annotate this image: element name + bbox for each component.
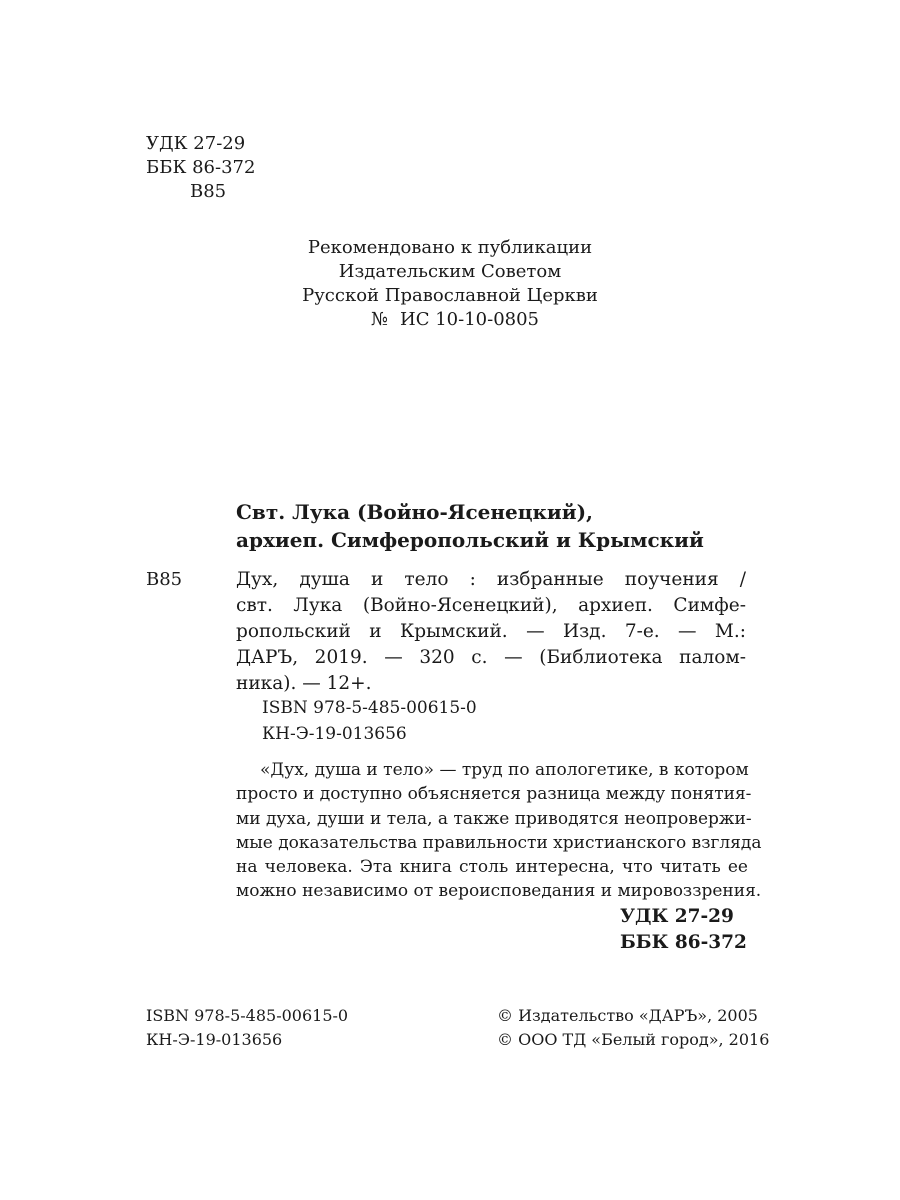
biblio-line: ропольский и Крымский. — Изд. 7-е. — М.:: [236, 621, 746, 642]
catalog-isbn: ISBN 978-5-485-00615-0: [262, 698, 477, 718]
biblio-line: ника). — 12+.: [236, 673, 372, 694]
author-heading: [236, 498, 704, 554]
annotation-line: на человека. Эта книга столь интересна, что читать ее: [236, 857, 748, 878]
bibliographic-description: [236, 567, 746, 697]
annotation: [236, 758, 762, 904]
bbk-code-bottom: ББК 86-372: [620, 932, 747, 953]
recommendation-line-1: Рекомендовано к публикации: [307, 237, 593, 258]
classification-codes-top: [146, 132, 255, 204]
biblio-line: свт. Лука (Войно-Ясенецкий), архиеп. Симфе-: [236, 595, 746, 616]
footer-isbn: ISBN 978-5-485-00615-0: [146, 1006, 349, 1025]
annotation-line: ми духа, души и тела, а также приводятся неопровержи-: [236, 808, 752, 829]
number-symbol: №: [370, 309, 389, 330]
biblio-line: ДАРЪ, 2019. — 320 с. — (Библиотека палом-: [236, 647, 746, 668]
recommendation-number-value: ИС 10-10-0805: [400, 309, 540, 330]
copyright-line-1: © Издательство «ДАРЪ», 2005: [497, 1006, 758, 1025]
udk-code: УДК 27-29: [146, 133, 246, 154]
catalog-identifiers: [262, 695, 477, 747]
footer-copyrights: [497, 1004, 769, 1052]
bbk-code: ББК 86-372: [146, 157, 256, 178]
catalog-author-mark: В85: [146, 569, 183, 590]
classification-codes-bottom: [620, 904, 747, 956]
publication-recommendation: [0, 236, 900, 332]
annotation-line: можно независимо от вероисповедания и мировоззрения.: [236, 881, 762, 902]
udk-code-bottom: УДК 27-29: [620, 906, 734, 927]
recommendation-line-3: Русской Православной Церкви: [302, 285, 598, 306]
recommendation-line-2: Издательским Советом: [338, 261, 562, 282]
biblio-line: Дух, душа и тело : избранные поучения /: [236, 569, 746, 590]
annotation-line: просто и доступно объясняется разница между понятия-: [236, 784, 752, 805]
catalog-kn: КН-Э-19-013656: [262, 724, 407, 744]
author-mark: В85: [190, 181, 227, 202]
footer-identifiers: [146, 1004, 348, 1052]
author-name: Свт. Лука (Войно-Ясенецкий),: [236, 500, 594, 524]
annotation-line: «Дух, душа и тело» — труд по апологетике, в котором: [260, 760, 749, 780]
copyright-line-2: © ООО ТД «Белый город», 2016: [497, 1030, 770, 1049]
recommendation-number: [10, 308, 900, 332]
footer-kn: КН-Э-19-013656: [146, 1030, 283, 1049]
annotation-line: мые доказательства правильности христианского взгляда: [236, 832, 762, 853]
author-title: архиеп. Симферопольский и Крымский: [236, 528, 704, 552]
